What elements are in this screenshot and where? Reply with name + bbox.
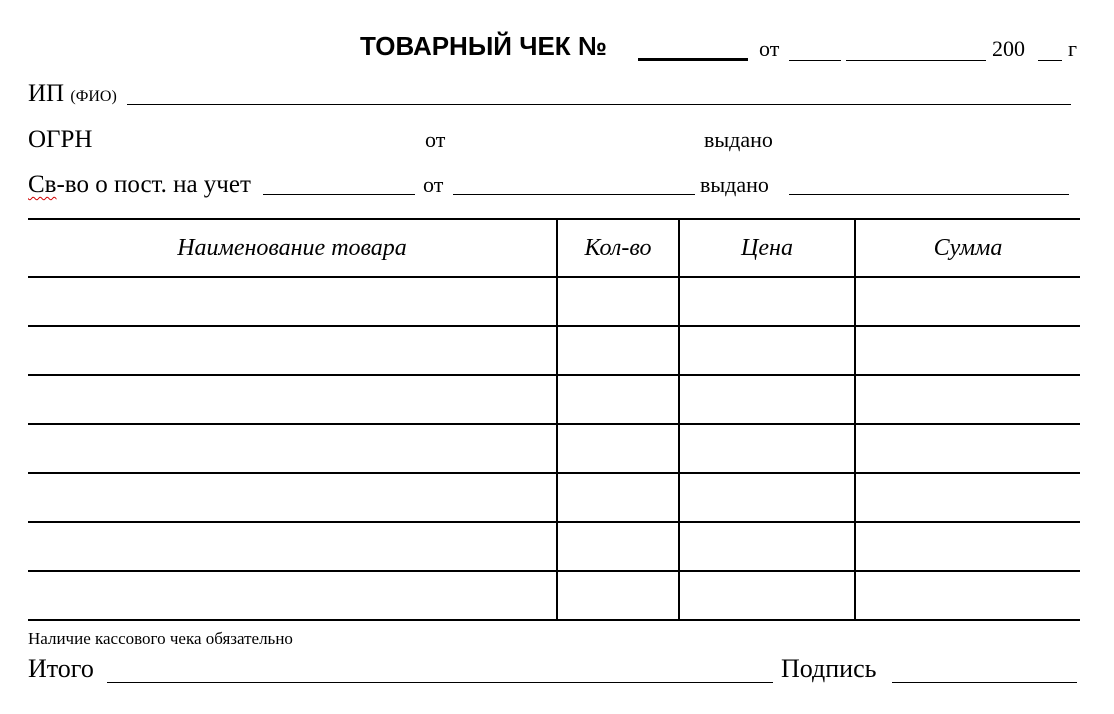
ogrn-from-label: от (425, 127, 446, 152)
table-row (28, 571, 1080, 620)
column-header-item-name: Наименование товара (28, 219, 557, 277)
document-title: ТОВАРНЫЙ ЧЕК № (360, 31, 607, 61)
ip-label-text: ИП (28, 80, 65, 107)
signature-label: Подпись (781, 654, 877, 683)
item-name-cell[interactable] (28, 326, 557, 375)
quantity-cell[interactable] (557, 424, 679, 473)
price-cell[interactable] (679, 375, 855, 424)
title-date-from-label: от (759, 36, 780, 61)
total-label: Итого (28, 654, 94, 683)
ip-fio-hint: (ФИО) (70, 88, 117, 105)
item-name-cell[interactable] (28, 375, 557, 424)
year-unit: г (1068, 36, 1078, 61)
quantity-cell[interactable] (557, 326, 679, 375)
quantity-cell[interactable] (557, 277, 679, 326)
registration-issued-label: выдано (700, 172, 769, 197)
price-cell[interactable] (679, 473, 855, 522)
sum-cell[interactable] (855, 473, 1080, 522)
price-cell[interactable] (679, 424, 855, 473)
table-row (28, 326, 1080, 375)
date-day-field[interactable] (789, 60, 841, 61)
date-month-field[interactable] (846, 60, 986, 61)
ip-label (28, 79, 117, 112)
receipt-number-field[interactable] (638, 58, 748, 61)
sum-cell[interactable] (855, 326, 1080, 375)
table-row (28, 424, 1080, 473)
item-name-cell[interactable] (28, 522, 557, 571)
sum-cell[interactable] (855, 571, 1080, 620)
table-row (28, 522, 1080, 571)
table-header-row (28, 219, 1080, 277)
table-row (28, 473, 1080, 522)
price-cell[interactable] (679, 277, 855, 326)
registration-issued-field[interactable] (789, 194, 1069, 195)
sum-cell[interactable] (855, 522, 1080, 571)
sum-cell[interactable] (855, 277, 1080, 326)
sum-cell[interactable] (855, 375, 1080, 424)
price-cell[interactable] (679, 571, 855, 620)
registration-date-field[interactable] (453, 194, 695, 195)
registration-label (28, 170, 251, 200)
sum-cell[interactable] (855, 424, 1080, 473)
price-cell[interactable] (679, 326, 855, 375)
item-name-cell[interactable] (28, 424, 557, 473)
item-name-cell[interactable] (28, 277, 557, 326)
quantity-cell[interactable] (557, 571, 679, 620)
column-header-sum: Сумма (855, 219, 1080, 277)
quantity-cell[interactable] (557, 522, 679, 571)
item-name-cell[interactable] (28, 473, 557, 522)
quantity-cell[interactable] (557, 473, 679, 522)
table-row (28, 375, 1080, 424)
column-header-quantity: Кол-во (557, 219, 679, 277)
cash-receipt-note: Наличие кассового чека обязательно (28, 629, 293, 648)
goods-table (28, 218, 1080, 621)
item-name-cell[interactable] (28, 571, 557, 620)
quantity-cell[interactable] (557, 375, 679, 424)
ogrn-issued-label: выдано (704, 127, 773, 152)
registration-number-field[interactable] (263, 194, 415, 195)
registration-from-label: от (423, 172, 444, 197)
price-cell[interactable] (679, 522, 855, 571)
registration-label-rest: -во о пост. на учет (56, 171, 251, 198)
year-suffix-field[interactable] (1038, 60, 1062, 61)
ogrn-label: ОГРН (28, 126, 93, 153)
total-field[interactable] (107, 682, 773, 683)
registration-label-abbrev: Св (28, 171, 57, 198)
ip-name-field[interactable] (127, 104, 1071, 105)
year-prefix: 200 (992, 36, 1025, 61)
signature-field[interactable] (892, 682, 1077, 683)
table-row (28, 277, 1080, 326)
column-header-price: Цена (679, 219, 855, 277)
